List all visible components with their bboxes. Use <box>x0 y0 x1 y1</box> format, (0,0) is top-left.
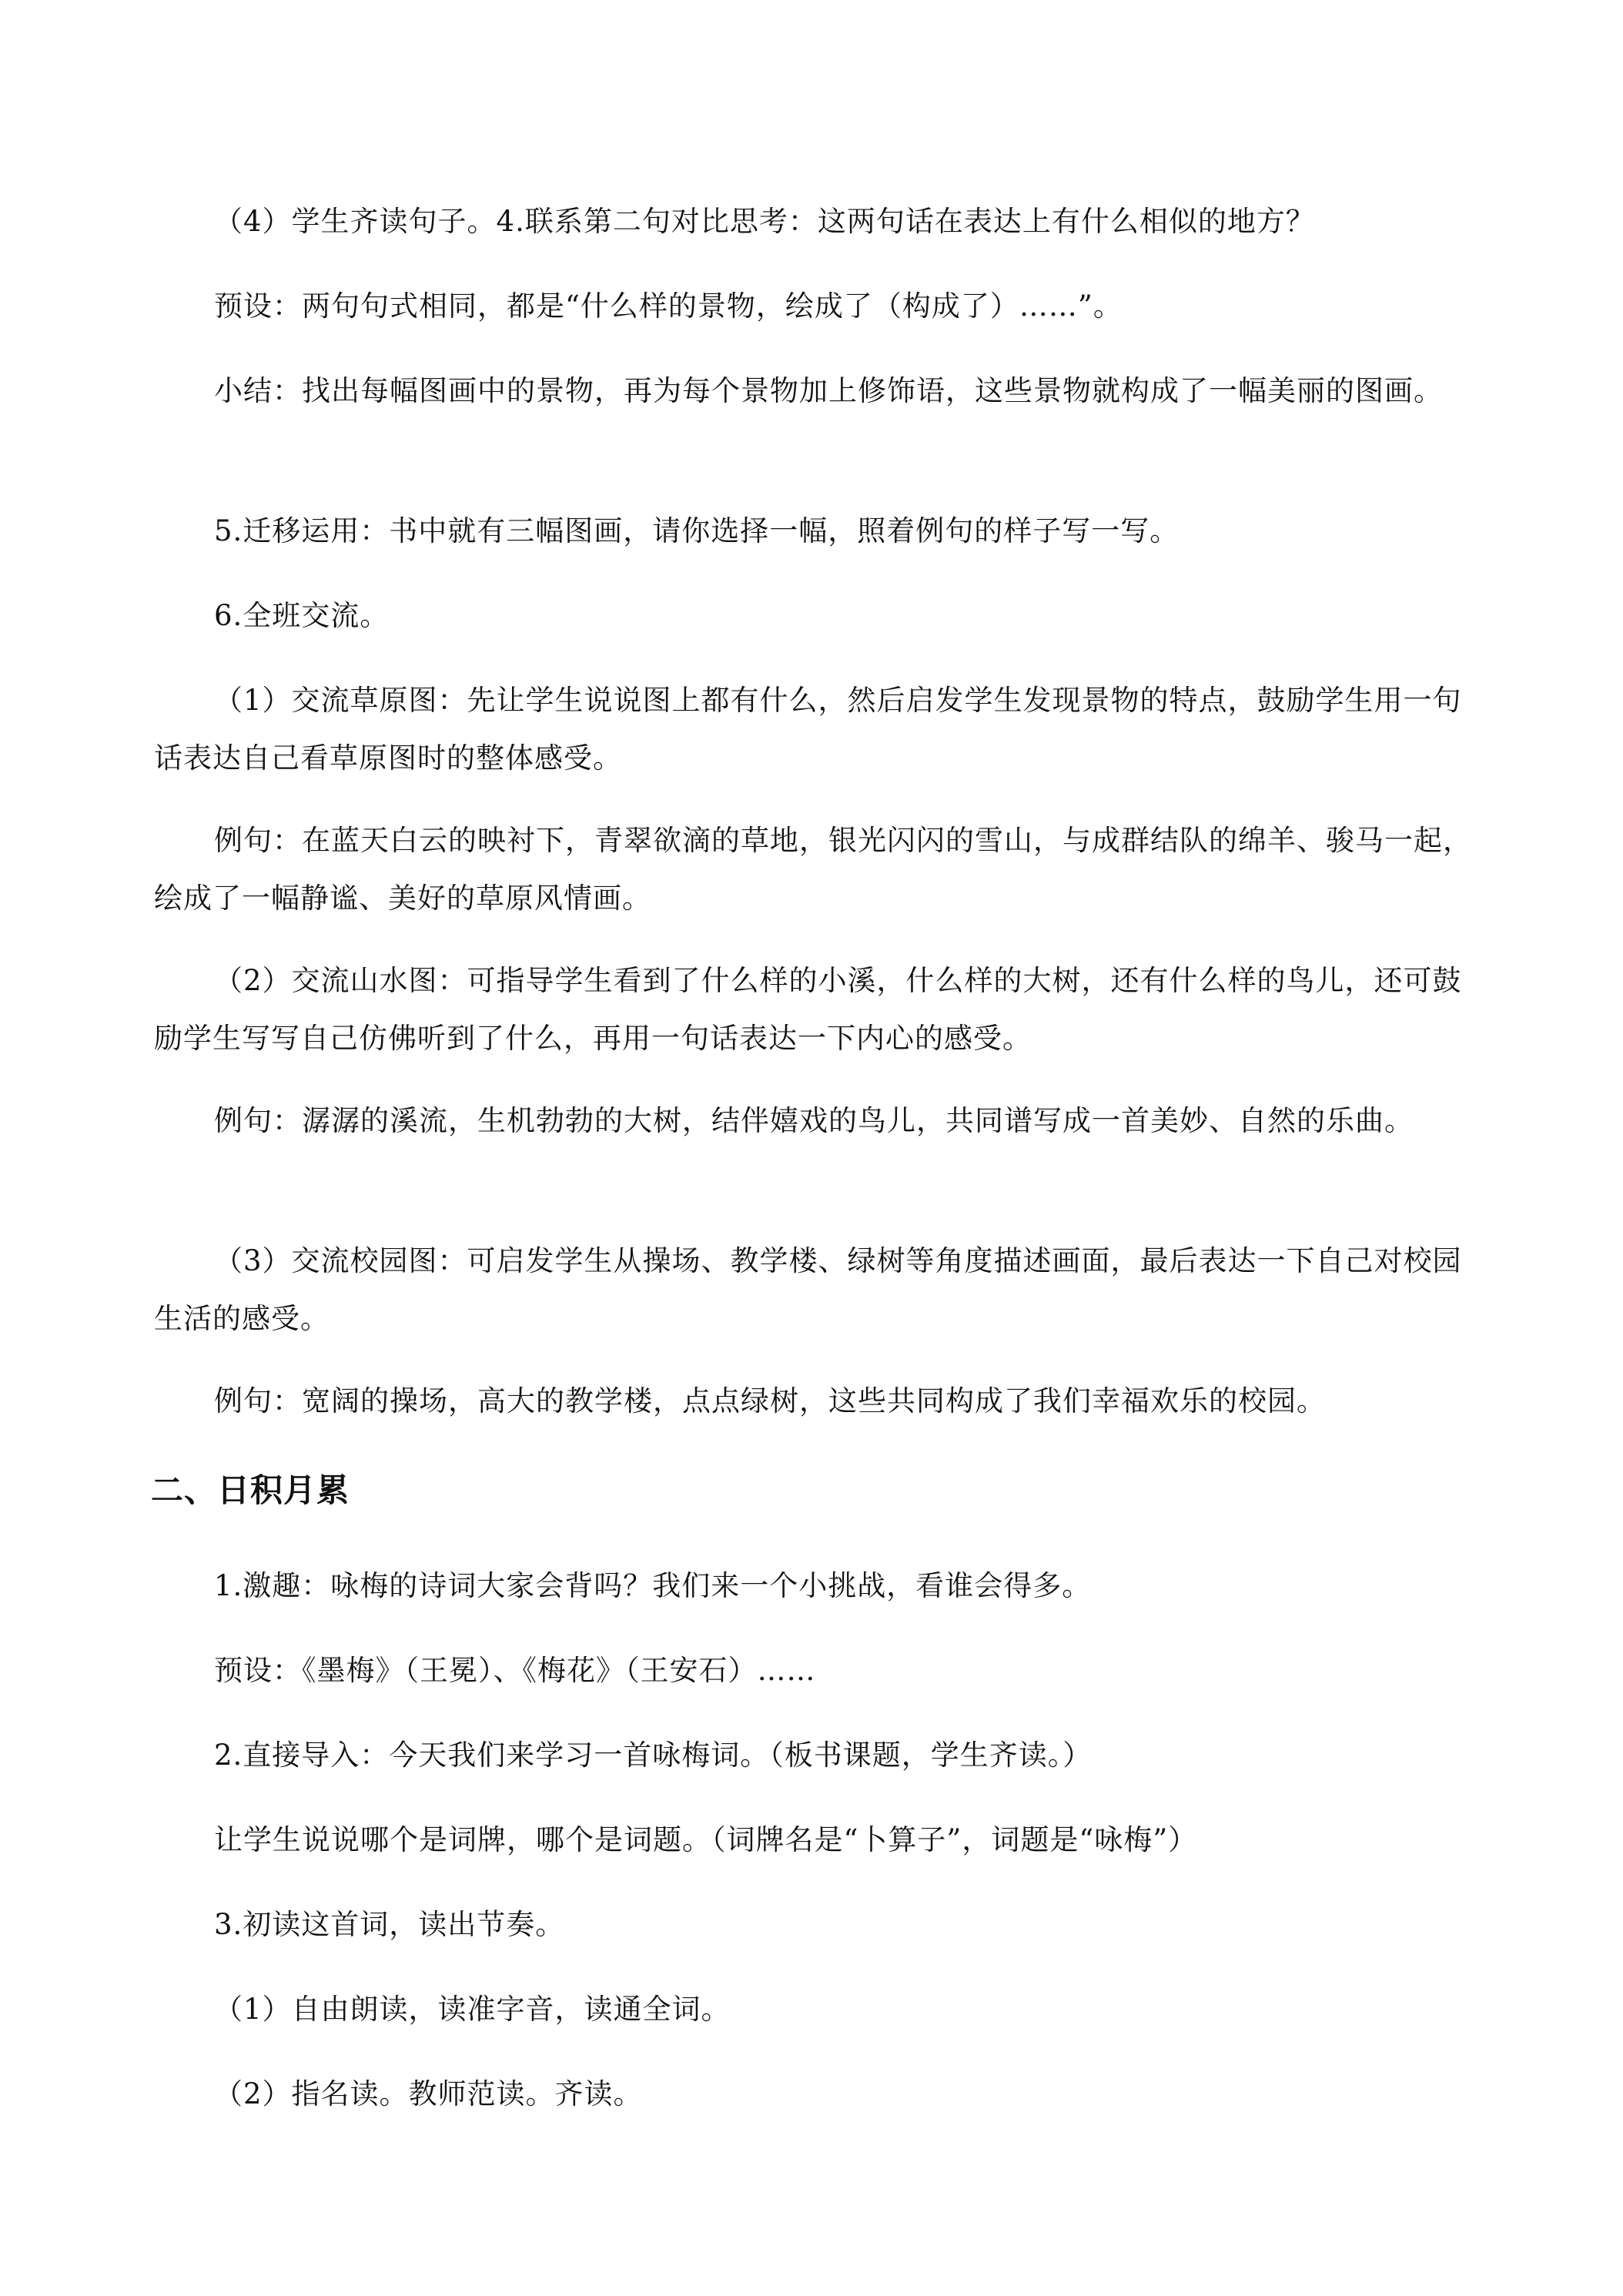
paragraph-grassland-picture: （1）交流草原图：先让学生说说图上都有什么，然后启发学生发现景物的特点，鼓励学生用一句话表达自己看草原图时的整体感受。 <box>154 684 1462 775</box>
paragraph-campus-picture: （3）交流校园图：可启发学生从操场、教学楼、绿树等角度描述画面，最后表达一下自己对校园生活的感受。 <box>154 1244 1462 1335</box>
paragraph-step4-read: （4）学生齐读句子。4.联系第二句对比思考：这两句话在表达上有什么相似的地方？ <box>214 205 1315 238</box>
paragraph-free-reading: （1）自由朗读，读准字音，读通全词。 <box>214 1993 731 2026</box>
paragraph-class-exchange: 6.全班交流。 <box>214 599 390 632</box>
paragraph-landscape-example: 例句：潺潺的溪流，生机勃勃的大树，结伴嬉戏的鸟儿，共同谱写成一首美妙、自然的乐曲。 <box>214 1104 1414 1137</box>
paragraph-first-reading: 3.初读这首词，读出节奏。 <box>214 1908 565 1941</box>
paragraph-landscape-picture: （2）交流山水图：可指导学生看到了什么样的小溪，什么样的大树，还有什么样的鸟儿，还可鼓励学生写写自己仿佛听到了什么，再用一句话表达一下内心的感受。 <box>154 964 1462 1055</box>
paragraph-transfer-application: 5.迁移运用：书中就有三幅图画，请你选择一幅，照着例句的样子写一写。 <box>214 514 1180 547</box>
paragraph-plum-poems-challenge: 1.激趣：咏梅的诗词大家会背吗？我们来一个小挑战，看谁会得多。 <box>214 1569 1092 1602</box>
paragraph-named-reading: （2）指名读。教师范读。齐读。 <box>214 2077 643 2110</box>
section-heading: 二、日积月累 <box>151 1471 350 1509</box>
paragraph-campus-example: 例句：宽阔的操场，高大的教学楼，点点绿树，这些共同构成了我们幸福欢乐的校园。 <box>214 1384 1326 1417</box>
paragraph-ci-pai-title: 让学生说说哪个是词牌，哪个是词题。（词牌名是“卜算子”，词题是“咏梅”） <box>214 1823 1198 1856</box>
paragraph-preset-sentence-pattern: 预设：两句句式相同，都是“什么样的景物，绘成了（构成了）……”。 <box>214 290 1123 323</box>
paragraph-summary: 小结：找出每幅图画中的景物，再为每个景物加上修饰语，这些景物就构成了一幅美丽的图画。 <box>214 374 1443 407</box>
paragraph-preset-poems: 预设：《墨梅》（王冕）、《梅花》（王安石）…… <box>214 1654 816 1687</box>
paragraph-grassland-example: 例句：在蓝天白云的映衬下，青翠欲滴的草地，银光闪闪的雪山，与成群结队的绵羊、骏马一起，绘成了一幅静谧、美好的草原风情画。 <box>154 824 1472 915</box>
paragraph-direct-introduction: 2.直接导入：今天我们来学习一首咏梅词。（板书课题，学生齐读。） <box>214 1739 1093 1772</box>
